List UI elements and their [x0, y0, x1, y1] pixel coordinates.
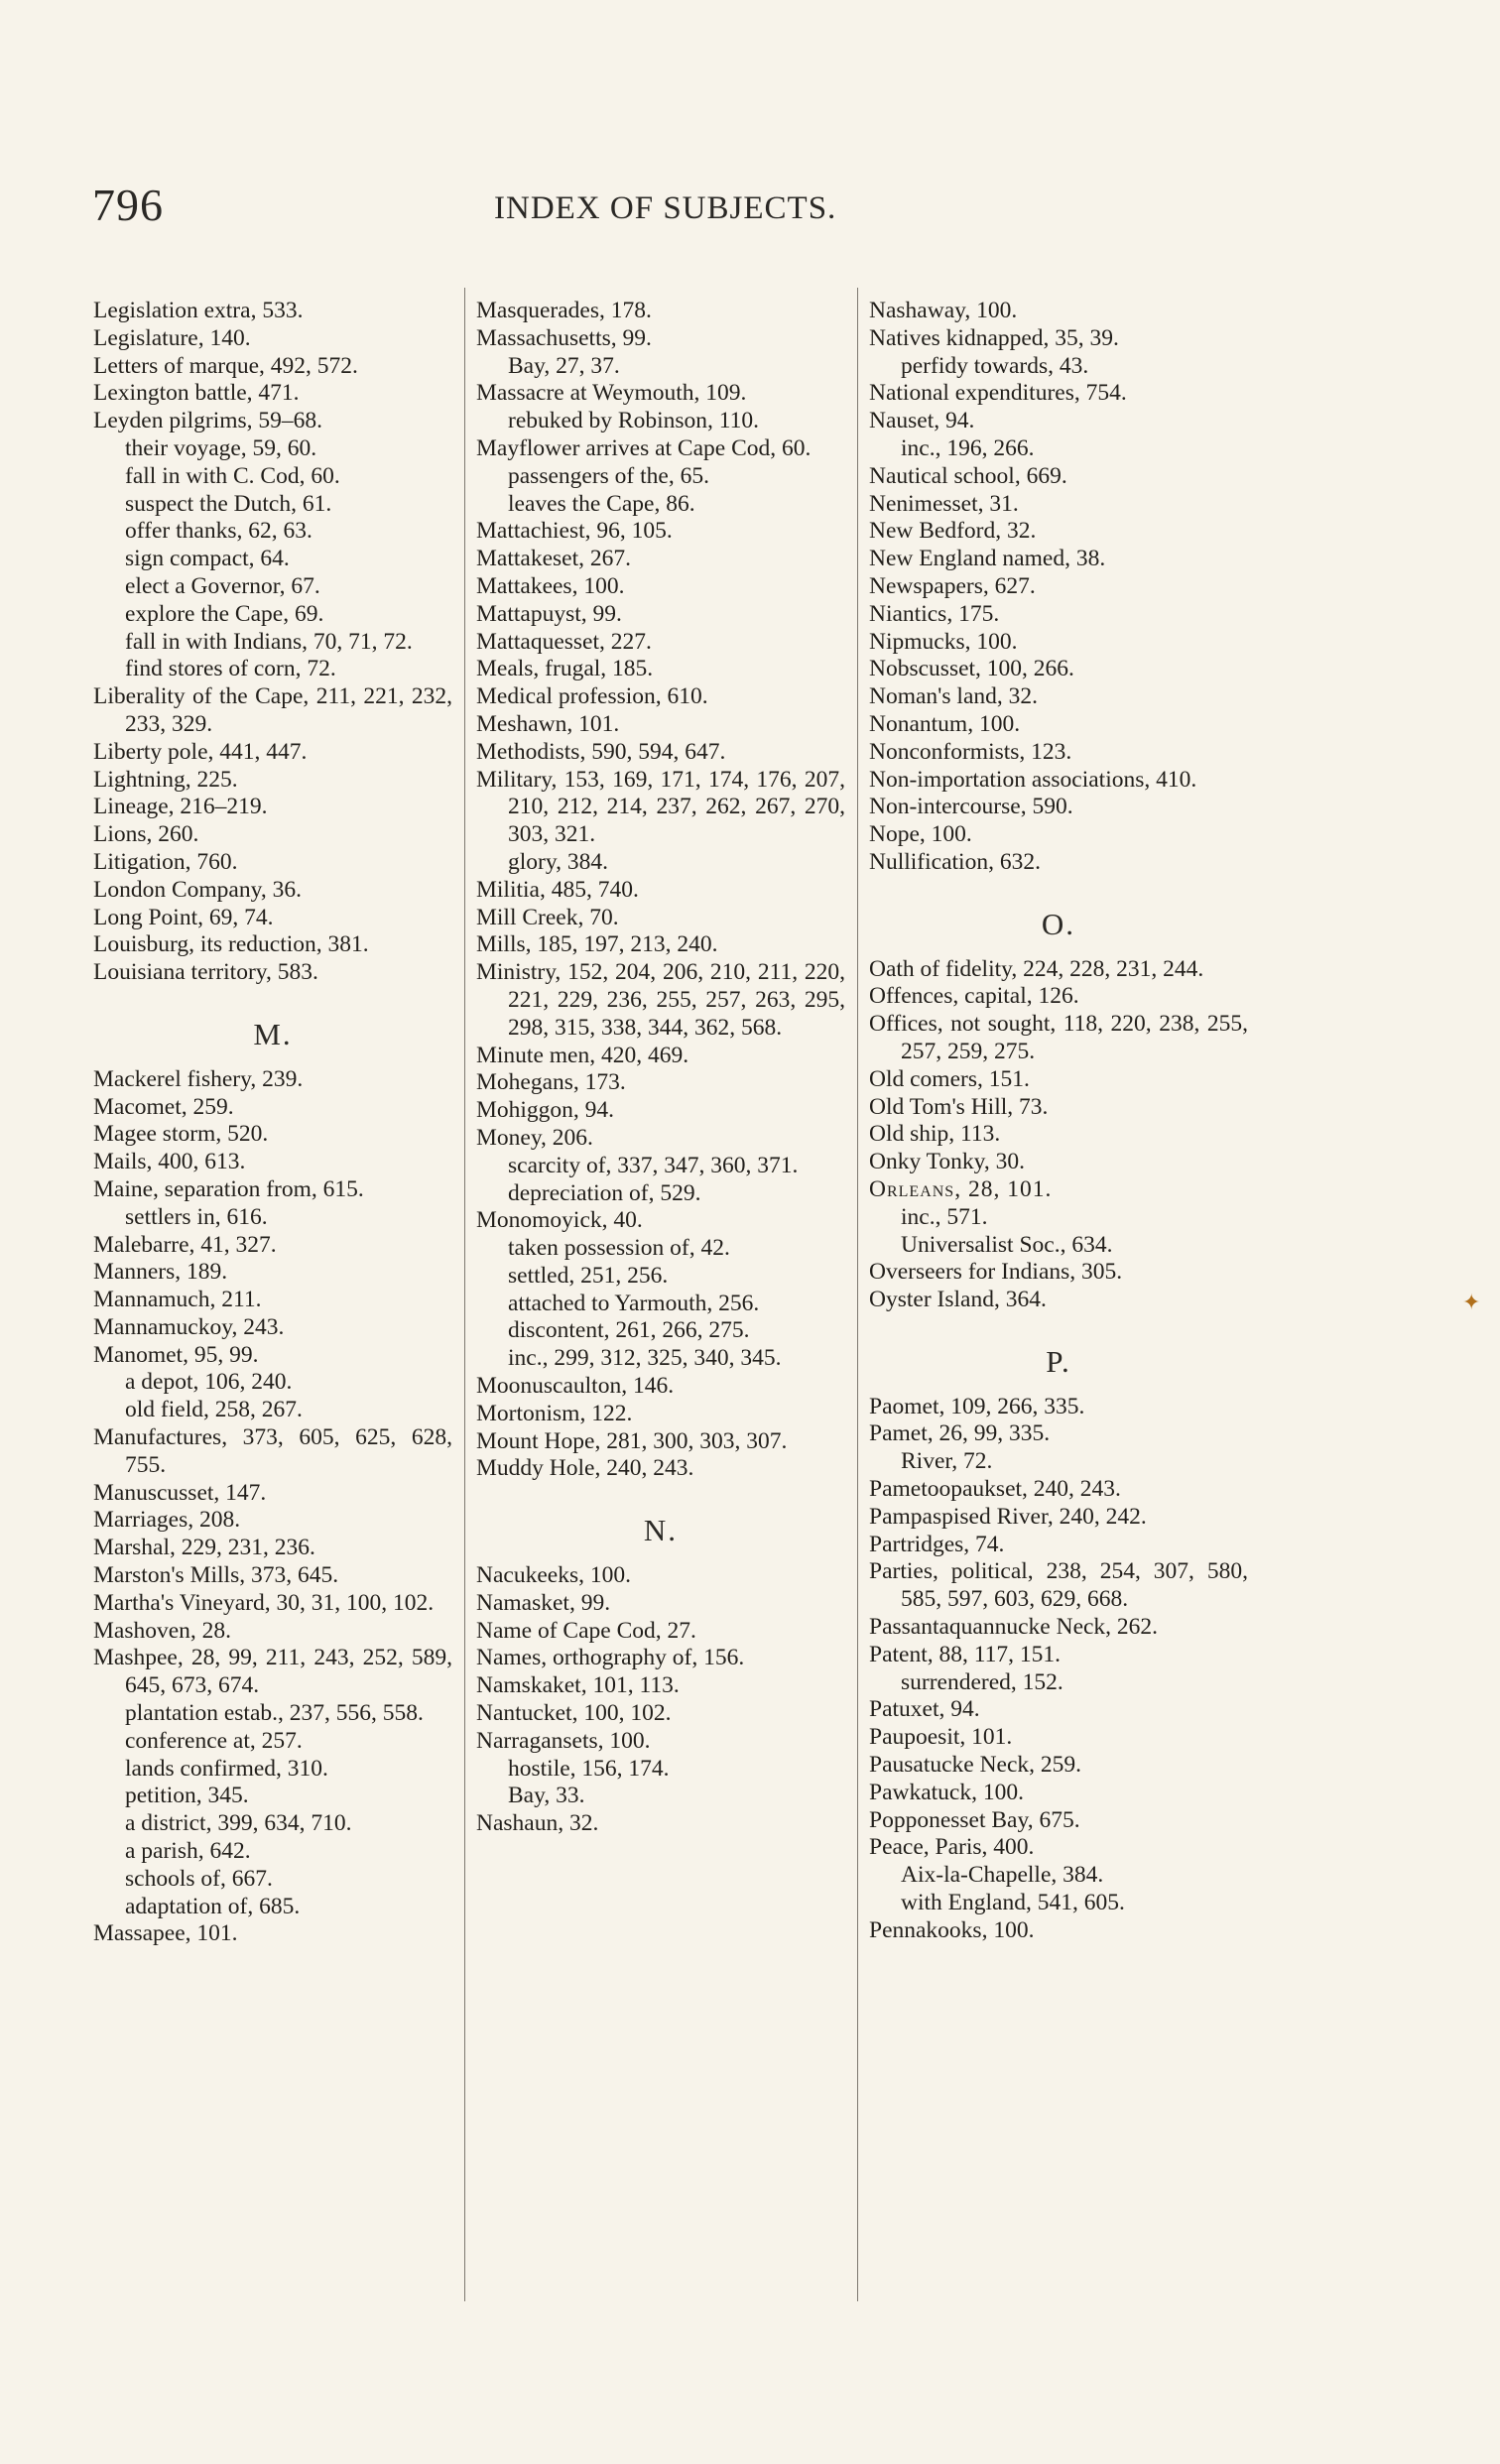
index-entry: Minute men, 420, 469. — [476, 1042, 689, 1068]
index-entry: National expenditures, 754. — [869, 380, 1127, 407]
index-entry: Nashaway, 100. — [869, 298, 1018, 323]
index-subentry: settled, 251, 256. — [508, 1262, 669, 1289]
index-subentry: petition, 345. — [125, 1783, 249, 1809]
column-divider — [857, 288, 858, 2301]
index-subentry: conference at, 257. — [125, 1727, 303, 1754]
index-entry: Ministry, 152, 204, 206, 210, 211, 220, 221, 229, 236, 255, 257, 263, 295, 298, 315, 338, 344, 362, 568. — [476, 959, 845, 1041]
index-entry: Meals, frugal, 185. — [476, 656, 654, 682]
index-entry: Onky Tonky, 30. — [869, 1149, 1025, 1175]
section-letter-heading: M. — [253, 1016, 293, 1051]
index-entry: Mills, 185, 197, 213, 240. — [476, 931, 718, 958]
index-subentry: Universalist Soc., 634. — [901, 1231, 1113, 1258]
index-entry: Louisiana territory, 583. — [93, 959, 318, 986]
index-subentry: sign compact, 64. — [125, 546, 290, 572]
index-entry: Liberty pole, 441, 447. — [93, 738, 308, 765]
index-entry: Military, 153, 169, 171, 174, 176, 207, 210, 212, 214, 237, 262, 267, 270, 303, 321. — [476, 766, 845, 848]
index-entry: Massachusetts, 99. — [476, 324, 652, 351]
index-subentry: Bay, 33. — [508, 1783, 585, 1809]
index-entry: Passantaquannucke Neck, 262. — [869, 1614, 1159, 1641]
index-entry: Nashaun, 32. — [476, 1810, 599, 1837]
index-entry: Lightning, 225. — [93, 766, 238, 793]
section-letter-heading: N. — [643, 1513, 679, 1548]
index-subentry: fall in with Indians, 70, 71, 72. — [125, 628, 413, 655]
index-entry: Letters of marque, 492, 572. — [93, 352, 358, 379]
index-entry: Overseers for Indians, 305. — [869, 1259, 1123, 1286]
index-entry: Mohiggon, 94. — [476, 1097, 615, 1124]
index-entry: Money, 206. — [476, 1124, 593, 1151]
index-entry: Patent, 88, 117, 151. — [869, 1641, 1061, 1667]
index-subentry: elect a Governor, 67. — [125, 572, 320, 599]
index-entry: Manufactures, 373, 605, 625, 628, 755. — [93, 1424, 452, 1478]
index-subentry: River, 72. — [901, 1448, 993, 1475]
index-entry: Marston's Mills, 373, 645. — [93, 1562, 339, 1589]
index-subentry: surrendered, 152. — [901, 1668, 1063, 1695]
index-entry: Nantucket, 100, 102. — [476, 1700, 672, 1727]
index-subentry: attached to Yarmouth, 256. — [508, 1290, 760, 1316]
index-entry: Nope, 100. — [869, 821, 972, 848]
index-subentry: explore the Cape, 69. — [125, 600, 324, 627]
index-subentry: plantation estab., 237, 556, 558. — [125, 1700, 424, 1727]
index-entry: Liberality of the Cape, 211, 221, 232, 233, 329. — [93, 683, 452, 737]
index-entry: Massapee, 101. — [93, 1920, 238, 1947]
index-subentry: scarcity of, 337, 347, 360, 371. — [508, 1152, 799, 1178]
index-entry: Maine, separation from, 615. — [93, 1175, 364, 1202]
index-entry: Nenimesset, 31. — [869, 490, 1019, 517]
index-entry: Pausatucke Neck, 259. — [869, 1752, 1082, 1779]
index-entry: Nullification, 632. — [869, 848, 1041, 875]
index-entry: Non-importation associations, 410. — [869, 766, 1197, 793]
index-entry: Manuscusset, 147. — [93, 1479, 267, 1506]
index-subentry: inc., 196, 266. — [901, 434, 1035, 461]
index-entry: Newspapers, 627. — [869, 572, 1036, 599]
index-entry: Marriages, 208. — [93, 1507, 241, 1534]
index-entry: Paomet, 109, 266, 335. — [869, 1393, 1085, 1419]
index-entry: Nobscusset, 100, 266. — [869, 656, 1074, 682]
index-subentry: hostile, 156, 174. — [508, 1755, 670, 1782]
index-entry: Offices, not sought, 118, 220, 238, 255, 257, 259, 275. — [869, 1011, 1248, 1064]
index-column-3 — [869, 298, 1248, 1945]
index-subentry: fall in with C. Cod, 60. — [125, 462, 340, 489]
index-entry: New Bedford, 32. — [869, 518, 1037, 545]
index-subentry: with England, 541, 605. — [901, 1890, 1125, 1916]
index-entry: Orleans, 28, 101. — [869, 1175, 1053, 1202]
index-entry: Manomet, 95, 99. — [93, 1341, 259, 1368]
index-entry: Massacre at Weymouth, 109. — [476, 380, 747, 407]
index-entry: Offences, capital, 126. — [869, 983, 1079, 1010]
index-entry: Paupoesit, 101. — [869, 1724, 1013, 1751]
index-entry: Mails, 400, 613. — [93, 1149, 246, 1175]
index-subentry: leaves the Cape, 86. — [508, 490, 695, 517]
index-entry: Niantics, 175. — [869, 600, 1000, 627]
index-entry: Long Point, 69, 74. — [93, 904, 274, 930]
index-entry: Popponesset Bay, 675. — [869, 1806, 1080, 1833]
ink-speck: ✦ — [1462, 1290, 1481, 1314]
index-entry: Mannamuch, 211. — [93, 1287, 262, 1313]
index-subentry: taken possession of, 42. — [508, 1235, 730, 1262]
index-entry: Masquerades, 178. — [476, 298, 652, 323]
index-entry: Non-intercourse, 590. — [869, 794, 1073, 820]
index-entry: Nauset, 94. — [869, 408, 975, 434]
index-entry: Monomoyick, 40. — [476, 1207, 643, 1234]
index-entry: Pawkatuck, 100. — [869, 1779, 1024, 1805]
index-entry: Leyden pilgrims, 59–68. — [93, 408, 323, 434]
index-entry: Peace, Paris, 400. — [869, 1834, 1035, 1861]
index-entry: Pametoopaukset, 240, 243. — [869, 1476, 1121, 1503]
index-entry: Mill Creek, 70. — [476, 904, 619, 930]
index-entry: Louisburg, its reduction, 381. — [93, 931, 369, 958]
index-entry: Mayflower arrives at Cape Cod, 60. — [476, 434, 812, 461]
index-entry: Pampaspised River, 240, 242. — [869, 1503, 1147, 1530]
index-entry: Narragansets, 100. — [476, 1727, 651, 1754]
index-entry: Mashpee, 28, 99, 211, 243, 252, 589, 645, 673, 674. — [93, 1645, 452, 1699]
index-entry: Martha's Vineyard, 30, 31, 100, 102. — [93, 1589, 435, 1616]
index-subentry: adaptation of, 685. — [125, 1893, 301, 1919]
index-entry: New England named, 38. — [869, 546, 1106, 572]
index-entry: Pamet, 26, 99, 335. — [869, 1420, 1051, 1447]
index-entry: Pennakooks, 100. — [869, 1916, 1035, 1943]
index-entry: Mattachiest, 96, 105. — [476, 518, 673, 545]
index-entry: Manners, 189. — [93, 1259, 228, 1286]
index-entry: Mattakees, 100. — [476, 572, 625, 599]
page-header — [0, 179, 1500, 238]
column-divider — [464, 288, 465, 2301]
index-entry: Mattakeset, 267. — [476, 546, 631, 572]
index-entry: Medical profession, 610. — [476, 683, 708, 710]
index-entry: Old Tom's Hill, 73. — [869, 1093, 1049, 1120]
index-subentry: a depot, 106, 240. — [125, 1369, 293, 1396]
index-subentry: find stores of corn, 72. — [125, 656, 336, 682]
index-subentry: offer thanks, 62, 63. — [125, 518, 312, 545]
index-subentry: a district, 399, 634, 710. — [125, 1810, 352, 1837]
index-subentry: depreciation of, 529. — [508, 1179, 701, 1206]
index-entry: Patuxet, 94. — [869, 1696, 980, 1723]
index-entry: Mannamuckoy, 243. — [93, 1313, 285, 1340]
index-entry: Mohegans, 173. — [476, 1069, 626, 1096]
index-subentry: passengers of the, 65. — [508, 462, 709, 489]
index-entry: Mashoven, 28. — [93, 1617, 232, 1644]
running-title: INDEX OF SUBJECTS. — [494, 190, 837, 226]
index-entry: Oath of fidelity, 224, 228, 231, 244. — [869, 955, 1204, 982]
index-entry: Natives kidnapped, 35, 39. — [869, 324, 1119, 351]
index-subentry: Bay, 27, 37. — [508, 352, 620, 379]
index-entry: Lexington battle, 471. — [93, 380, 300, 407]
index-subentry: rebuked by Robinson, 110. — [508, 408, 760, 434]
page-number: 796 — [92, 180, 164, 230]
index-entry: Oyster Island, 364. — [869, 1287, 1047, 1313]
index-subentry: lands confirmed, 310. — [125, 1755, 328, 1782]
index-entry: London Company, 36. — [93, 876, 302, 903]
index-entry: Old comers, 151. — [869, 1065, 1030, 1092]
index-entry: Mackerel fishery, 239. — [93, 1065, 304, 1092]
index-subentry: inc., 571. — [901, 1203, 988, 1230]
index-subentry: a parish, 642. — [125, 1838, 251, 1865]
index-entry: Magee storm, 520. — [93, 1121, 269, 1148]
section-letter-heading: P. — [1046, 1343, 1071, 1379]
index-entry: Moonuscaulton, 146. — [476, 1373, 675, 1400]
index-subentry: glory, 384. — [508, 848, 608, 875]
index-entry: Old ship, 113. — [869, 1121, 1001, 1148]
section-letter-heading: O. — [1041, 906, 1076, 941]
index-subentry: suspect the Dutch, 61. — [125, 490, 332, 517]
index-entry: Nacukeeks, 100. — [476, 1562, 631, 1589]
index-subentry: old field, 258, 267. — [125, 1397, 303, 1423]
index-subentry: schools of, 667. — [125, 1865, 273, 1892]
index-entry: Lineage, 216–219. — [93, 794, 268, 820]
index-entry: Nonantum, 100. — [869, 710, 1021, 737]
index-entry: Legislation extra, 533. — [93, 298, 304, 323]
index-entry: Partridges, 74. — [869, 1531, 1005, 1557]
index-column-1 — [93, 298, 452, 1948]
index-entry: Marshal, 229, 231, 236. — [93, 1535, 315, 1561]
index-subentry: inc., 299, 312, 325, 340, 345. — [508, 1345, 782, 1372]
index-entry: Nautical school, 669. — [869, 462, 1067, 489]
index-subentry: Aix-la-Chapelle, 384. — [901, 1862, 1104, 1889]
index-entry: Names, orthography of, 156. — [476, 1645, 745, 1671]
index-entry: Meshawn, 101. — [476, 710, 620, 737]
index-entry: Namasket, 99. — [476, 1589, 611, 1616]
index-entry: Malebarre, 41, 327. — [93, 1231, 277, 1258]
index-entry: Noman's land, 32. — [869, 683, 1039, 710]
index-entry: Muddy Hole, 240, 243. — [476, 1455, 694, 1482]
index-entry: Nipmucks, 100. — [869, 628, 1018, 655]
index-entry: Macomet, 259. — [93, 1093, 234, 1120]
index-entry: Litigation, 760. — [93, 848, 238, 875]
index-entry: Militia, 485, 740. — [476, 876, 639, 903]
index-entry: Mount Hope, 281, 300, 303, 307. — [476, 1427, 788, 1454]
index-entry: Nonconformists, 123. — [869, 738, 1072, 765]
index-entry: Mattapuyst, 99. — [476, 600, 622, 627]
index-entry: Methodists, 590, 594, 647. — [476, 738, 726, 765]
index-subentry: discontent, 261, 266, 275. — [508, 1317, 750, 1344]
index-entry: Name of Cape Cod, 27. — [476, 1617, 696, 1644]
index-subentry: settlers in, 616. — [125, 1203, 268, 1230]
index-column-2 — [476, 298, 845, 1838]
index-subentry: perfidy towards, 43. — [901, 352, 1089, 379]
index-entry: Namskaket, 101, 113. — [476, 1672, 680, 1699]
index-entry: Mortonism, 122. — [476, 1400, 633, 1426]
index-entry: Legislature, 140. — [93, 324, 251, 351]
index-entry: Lions, 260. — [93, 821, 199, 848]
index-entry: Mattaquesset, 227. — [476, 628, 652, 655]
index-entry: Parties, political, 238, 254, 307, 580, 585, 597, 603, 629, 668. — [869, 1558, 1248, 1613]
index-subentry: their voyage, 59, 60. — [125, 434, 317, 461]
